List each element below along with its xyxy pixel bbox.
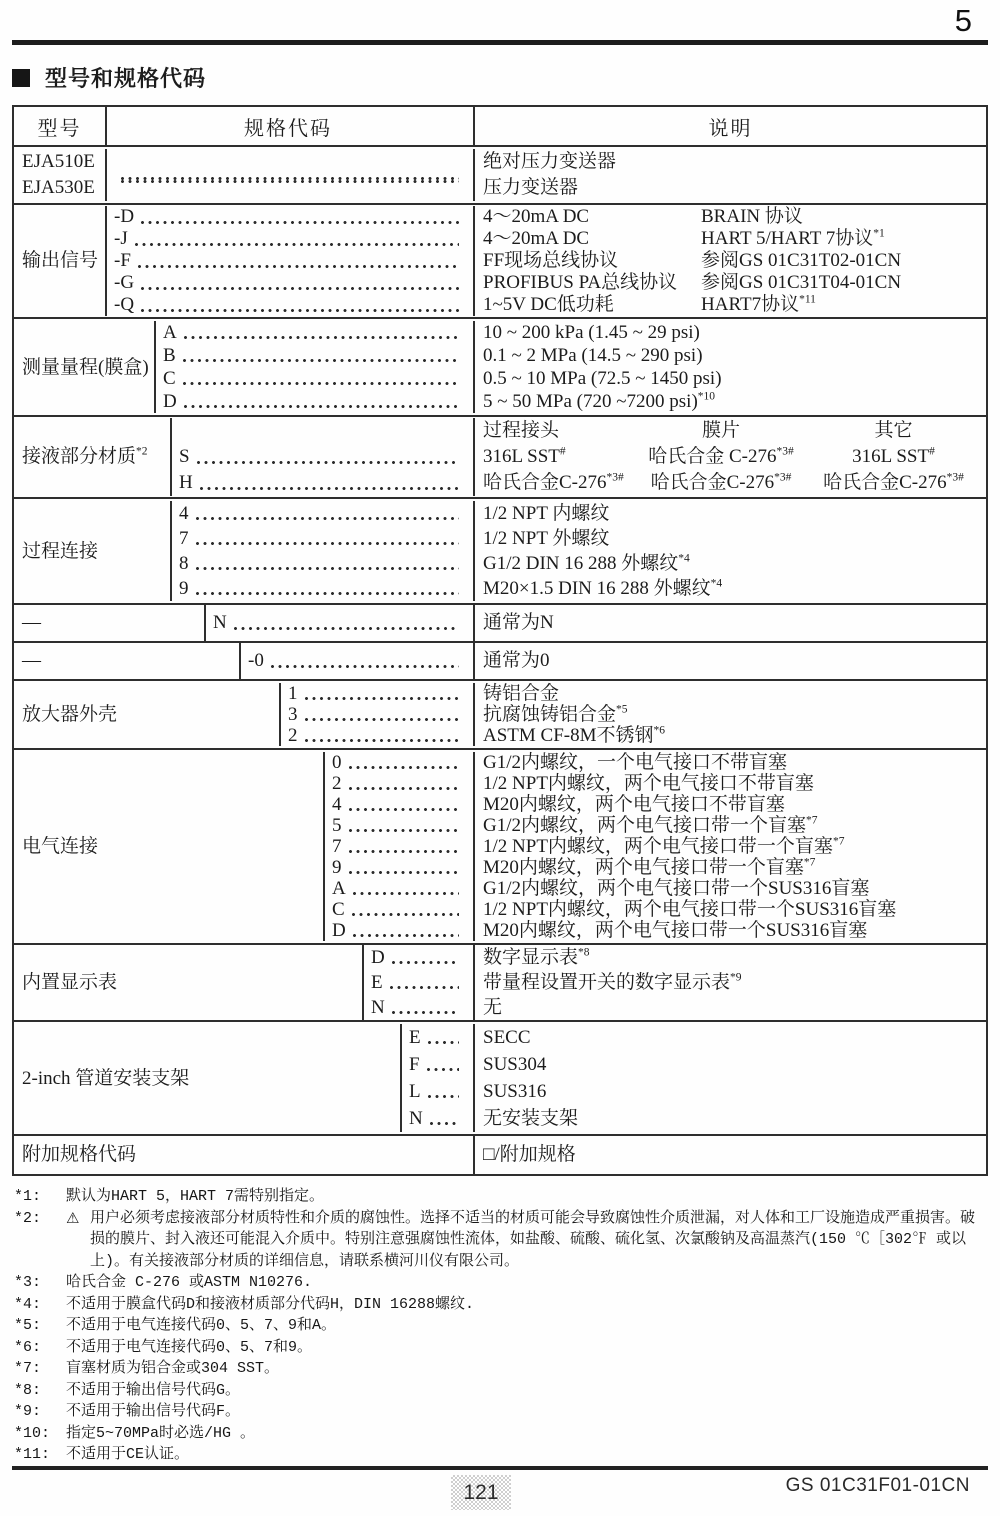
footnotes bbox=[14, 1186, 986, 1489]
code: -0 bbox=[248, 650, 264, 671]
dotted-leader bbox=[428, 1095, 459, 1098]
col-header-spec-code: 规格代码 bbox=[244, 117, 332, 140]
description-line: 通常为0 bbox=[483, 650, 550, 671]
dotted-leader bbox=[121, 180, 459, 183]
page-number-bottom: 121 bbox=[451, 1475, 511, 1510]
code: C bbox=[163, 368, 176, 389]
code: 4 bbox=[332, 794, 342, 815]
footnote-text: 不适用于电气连接代码0、5、7和9。 bbox=[66, 1338, 313, 1356]
description-list bbox=[473, 752, 986, 941]
description-line: 带量程设置开关的数字显示表$^{*9}$ bbox=[483, 971, 742, 993]
code: L bbox=[409, 1081, 421, 1102]
description-list bbox=[473, 321, 986, 413]
description-list bbox=[473, 683, 986, 746]
section-heading bbox=[12, 62, 988, 93]
code: 7 bbox=[179, 528, 189, 549]
row-output-signal bbox=[14, 203, 986, 317]
spec-table bbox=[12, 105, 988, 1176]
row-mounting-bracket bbox=[14, 1020, 986, 1134]
code-list bbox=[206, 605, 473, 641]
description-line: 1/2 NPT 内螺纹 bbox=[483, 503, 610, 524]
footnote-marker: *1: bbox=[14, 1188, 42, 1205]
footnote-text: 哈氏合金 C-276 或ASTM N10276. bbox=[66, 1274, 313, 1291]
dotted-leader bbox=[430, 1122, 459, 1125]
material-column-headers: 过程接头 膜片 其它 bbox=[483, 420, 913, 441]
description-list bbox=[473, 1024, 986, 1132]
dotted-leader bbox=[349, 871, 460, 874]
footnote-text: 不适用于电气连接代码0、5、7、9和A。 bbox=[66, 1317, 337, 1334]
code: -G bbox=[114, 272, 135, 293]
description-list bbox=[473, 501, 986, 601]
dotted-leader bbox=[349, 766, 460, 769]
document-number: GS 01C31F01-01CN bbox=[785, 1475, 970, 1496]
dotted-leader bbox=[349, 829, 460, 832]
top-rule bbox=[12, 40, 988, 45]
description-line: G1/2 DIN 16 288 外螺纹$^{*4}$ bbox=[483, 552, 690, 574]
description-line: G1/2内螺纹，两个电气接口带一个SUS316盲塞 bbox=[483, 878, 870, 899]
row-label: 接液部分材质$^{*2}$ bbox=[14, 418, 172, 496]
description-line: 通常为N bbox=[483, 612, 554, 633]
dotted-leader bbox=[305, 718, 460, 721]
code: 2 bbox=[288, 725, 298, 746]
superscript-note-ref: *7 bbox=[806, 814, 818, 827]
section-title: 型号和规格代码 bbox=[45, 66, 207, 91]
description-list bbox=[473, 206, 986, 316]
code: H bbox=[179, 472, 193, 493]
footnote-text: 用户必须考虑接液部分材质特性和介质的腐蚀性。选择不适当的材质可能会导致腐蚀性介质泄漏，对人体和工厂设施造成严重损害。破损的膜片、封入液还可能混入介质中。特别注意强腐蚀性流体，如盐酸、硫酸、硫化氢、次氯酸钠及高温蒸汽(150 ℃［302℉ 或以上)。有关接液部分材质的详细信息，请联系横河川仪有限公司。 bbox=[90, 1209, 976, 1270]
description-line: 4～20mA DC HART 5/HART 7协议$^{*1}$ bbox=[483, 227, 885, 249]
description-line: 无安装支架 bbox=[483, 1108, 579, 1129]
description-list bbox=[473, 1136, 986, 1174]
footnote bbox=[14, 1423, 986, 1445]
description-list bbox=[473, 605, 986, 641]
description-line: 无 bbox=[483, 997, 503, 1018]
description-line: M20内螺纹，两个电气接口带一个SUS316盲塞 bbox=[483, 920, 868, 941]
dotted-leader bbox=[184, 336, 459, 339]
code-list bbox=[107, 206, 473, 316]
footnote-marker: *7: bbox=[14, 1360, 42, 1377]
code: 2 bbox=[332, 773, 342, 794]
code: E bbox=[409, 1027, 421, 1048]
description-list bbox=[473, 418, 986, 496]
superscript-note-ref: *4 bbox=[678, 552, 690, 565]
code: D bbox=[371, 947, 385, 968]
footnote-marker: *4: bbox=[14, 1295, 42, 1313]
row-measuring-span bbox=[14, 317, 986, 415]
footnote-text: 不适用于输出信号代码F。 bbox=[66, 1403, 241, 1420]
row-label: 过程连接 bbox=[14, 501, 172, 601]
model-leaders bbox=[107, 149, 473, 201]
code: 3 bbox=[288, 704, 298, 725]
code: A bbox=[332, 878, 346, 899]
description-list bbox=[473, 643, 986, 679]
code: D bbox=[163, 391, 177, 412]
bottom-rule bbox=[12, 1466, 988, 1470]
footnote-marker: *11: bbox=[14, 1446, 51, 1463]
model-names bbox=[14, 149, 107, 201]
footnote bbox=[14, 1358, 986, 1380]
footnote-marker: *5: bbox=[14, 1317, 42, 1334]
description-line: 1/2 NPT内螺纹，两个电气接口不带盲塞 bbox=[483, 773, 814, 794]
description-line: M20内螺纹，两个电气接口不带盲塞 bbox=[483, 794, 785, 815]
dotted-leader bbox=[135, 243, 459, 246]
footnote bbox=[14, 1208, 986, 1273]
dotted-leader bbox=[427, 1068, 459, 1071]
code: -J bbox=[114, 228, 128, 249]
row-label: — bbox=[14, 643, 241, 679]
description-list bbox=[473, 945, 986, 1020]
description-line: 1~5V DC低功耗 HART7协议$^{*11}$ bbox=[483, 293, 816, 315]
code: D bbox=[332, 920, 346, 941]
dotted-leader bbox=[392, 961, 459, 964]
row-label: 放大器外壳 bbox=[14, 683, 281, 746]
dotted-leader bbox=[141, 221, 459, 224]
code: N bbox=[409, 1108, 423, 1129]
row-label: 附加规格代码 bbox=[22, 1144, 137, 1165]
code: -F bbox=[114, 250, 131, 271]
dotted-leader bbox=[196, 592, 460, 595]
description-line: 1/2 NPT内螺纹，两个电气接口带一个盲塞$^{*7}$ bbox=[483, 835, 845, 857]
row-process-connection bbox=[14, 497, 986, 603]
description-line: ASTM CF-8M不锈钢$^{*6}$ bbox=[483, 724, 665, 746]
code: C bbox=[332, 899, 345, 920]
description-line: SECC bbox=[483, 1027, 531, 1048]
row-label: 2-inch 管道安装支架 bbox=[14, 1024, 402, 1132]
code: 4 bbox=[179, 503, 189, 524]
description-line: 铸铝合金 bbox=[483, 683, 560, 704]
footnote-marker: *9: bbox=[14, 1403, 42, 1420]
footnote bbox=[14, 1294, 986, 1316]
superscript-note-ref: *11 bbox=[799, 293, 816, 306]
code: -D bbox=[114, 206, 135, 227]
dotted-leader bbox=[390, 986, 459, 989]
code-list bbox=[172, 501, 473, 601]
code: 5 bbox=[332, 815, 342, 836]
footnote bbox=[14, 1401, 986, 1423]
superscript-note-ref: *1 bbox=[873, 227, 885, 240]
code: 9 bbox=[332, 857, 342, 878]
footnote bbox=[14, 1186, 986, 1208]
code-list bbox=[156, 321, 473, 413]
page-number-top: 5 bbox=[954, 3, 972, 38]
description-line: SUS304 bbox=[483, 1054, 547, 1075]
row-electrical-connection bbox=[14, 748, 986, 943]
superscript-note-ref: *10 bbox=[697, 390, 716, 403]
description-line: 抗腐蚀铸铝合金$^{*5}$ bbox=[483, 703, 628, 725]
dotted-leader bbox=[353, 892, 459, 895]
description-line: G1/2内螺纹，一个电气接口不带盲塞 bbox=[483, 752, 788, 773]
footnote-text: 不适用于CE认证。 bbox=[66, 1446, 190, 1463]
row-optional-codes bbox=[14, 1134, 986, 1174]
code: 8 bbox=[179, 553, 189, 574]
description-line: 0.5 ~ 10 MPa (72.5 ~ 1450 psi) bbox=[483, 368, 722, 389]
description-line: 1/2 NPT 外螺纹 bbox=[483, 528, 610, 549]
dotted-leader bbox=[392, 1011, 459, 1014]
code: S bbox=[179, 446, 190, 467]
dotted-leader bbox=[196, 517, 460, 520]
code: 9 bbox=[179, 578, 189, 599]
footnote-text: 默认为HART 5，HART 7需特别指定。 bbox=[66, 1188, 325, 1205]
footnote-text: 盲塞材质为铝合金或304 SST。 bbox=[66, 1360, 280, 1377]
code: 0 bbox=[332, 752, 342, 773]
footnote-text: 不适用于膜盒代码D和接液材质部分代码H，DIN 16288螺纹. bbox=[66, 1295, 475, 1313]
description-line: M20内螺纹，两个电气接口带一个盲塞$^{*7}$ bbox=[483, 856, 816, 878]
dotted-leader bbox=[428, 1041, 459, 1044]
superscript-note-ref: *2 bbox=[136, 445, 148, 458]
superscript-note-ref: *3# bbox=[774, 471, 792, 484]
footnote-marker: *2: bbox=[14, 1209, 42, 1227]
dotted-leader bbox=[200, 487, 459, 490]
dotted-leader bbox=[197, 461, 459, 464]
dotted-leader bbox=[349, 787, 460, 790]
warning-icon: ⚠ bbox=[66, 1208, 80, 1227]
superscript-note-ref: *4 bbox=[710, 577, 723, 590]
footnote bbox=[14, 1337, 986, 1359]
code: F bbox=[409, 1054, 420, 1075]
dotted-leader bbox=[234, 627, 459, 630]
section-square-icon bbox=[12, 69, 30, 87]
col-header-model: 型号 bbox=[14, 107, 107, 145]
superscript-note-ref: *3# bbox=[776, 445, 794, 458]
dotted-leader bbox=[184, 405, 459, 408]
superscript-note-ref: *6 bbox=[653, 724, 665, 737]
dotted-leader bbox=[183, 382, 459, 385]
row-dash-0 bbox=[14, 641, 986, 679]
footnote-marker: *3: bbox=[14, 1274, 42, 1291]
footnote-text: 指定5~70MPa时必选/HG 。 bbox=[66, 1424, 256, 1442]
footnote bbox=[14, 1315, 986, 1337]
description-line: □/附加规格 bbox=[483, 1144, 576, 1165]
code-list bbox=[241, 643, 473, 679]
description-line: 绝对压力变送器 bbox=[483, 151, 617, 172]
col-header-description: 说明 bbox=[473, 107, 986, 145]
footnote-text: 不适用于输出信号代码G。 bbox=[66, 1381, 241, 1399]
code-list bbox=[281, 683, 473, 746]
code-list bbox=[172, 418, 473, 496]
dotted-leader bbox=[353, 934, 459, 937]
superscript-note-ref: *8 bbox=[578, 946, 590, 959]
superscript-note-ref: # bbox=[929, 445, 935, 458]
dotted-leader bbox=[305, 697, 460, 700]
footnote bbox=[14, 1380, 986, 1402]
superscript-note-ref: *7 bbox=[832, 835, 845, 848]
code: B bbox=[163, 345, 176, 366]
superscript-note-ref: # bbox=[559, 445, 566, 458]
code-list bbox=[325, 752, 473, 941]
table-header-row bbox=[14, 107, 986, 145]
superscript-note-ref: *3# bbox=[946, 471, 964, 484]
dotted-leader bbox=[271, 665, 459, 668]
footnote-marker: *6: bbox=[14, 1338, 42, 1356]
model-descriptions bbox=[473, 149, 986, 201]
material-row-h: 哈氏合金$C-276^{*3\#}$ 哈氏合金$C-276^{*3\#}$ 哈氏合金$C-276^{*3\#}$ bbox=[483, 471, 964, 493]
dotted-leader bbox=[349, 808, 460, 811]
row-label: 测量量程(膜盒) bbox=[14, 321, 156, 413]
dotted-leader bbox=[196, 567, 460, 570]
footnote bbox=[14, 1272, 986, 1294]
model-name: EJA530E bbox=[22, 177, 95, 198]
code: N bbox=[371, 997, 385, 1018]
footnote bbox=[14, 1444, 986, 1466]
code-list bbox=[364, 945, 473, 1020]
footnote-marker: *8: bbox=[14, 1381, 42, 1399]
description-line: 5 ~ 50 MPa (720 ~7200 psi)$^{*10}$ bbox=[483, 390, 716, 412]
dotted-leader bbox=[305, 739, 460, 742]
dotted-leader bbox=[183, 359, 459, 362]
superscript-note-ref: *7 bbox=[803, 856, 816, 869]
material-row-s: 316L SST# 哈氏合金 $C-276^{*3\#}$ 316L SST# bbox=[483, 445, 935, 467]
page-footer bbox=[0, 1466, 1000, 1516]
description-line: G1/2内螺纹，两个电气接口带一个盲塞$^{*7}$ bbox=[483, 814, 818, 836]
superscript-note-ref: *9 bbox=[730, 971, 742, 984]
description-line: PROFIBUS PA总线协议 参阅GS 01C31T04-01CN bbox=[483, 272, 902, 293]
dotted-leader bbox=[141, 309, 459, 312]
description-line: SUS316 bbox=[483, 1081, 547, 1102]
description-line: 数字显示表$^{*8}$ bbox=[483, 946, 590, 968]
row-dash-n bbox=[14, 603, 986, 641]
code-list bbox=[402, 1024, 473, 1132]
row-label: 输出信号 bbox=[14, 206, 107, 316]
superscript-note-ref: *5 bbox=[616, 703, 628, 716]
dotted-leader bbox=[138, 265, 459, 268]
description-line: M20×1.5 DIN 16 288 外螺纹$^{*4}$ bbox=[483, 577, 723, 599]
code: E bbox=[371, 972, 383, 993]
code: 1 bbox=[288, 683, 298, 704]
description-line: 10 ~ 200 kPa (1.45 ~ 29 psi) bbox=[483, 322, 700, 343]
row-label: — bbox=[14, 605, 206, 641]
footnote-marker: *10: bbox=[14, 1424, 51, 1442]
code: A bbox=[163, 322, 177, 343]
code: 7 bbox=[332, 836, 342, 857]
row-amplifier-housing bbox=[14, 679, 986, 748]
row-integral-indicator bbox=[14, 943, 986, 1020]
dotted-leader bbox=[352, 913, 459, 916]
dotted-leader bbox=[141, 287, 459, 290]
row-label: 电气连接 bbox=[14, 752, 325, 941]
description-line: 压力变送器 bbox=[483, 177, 579, 198]
superscript-note-ref: *3# bbox=[606, 471, 624, 484]
row-label: 内置显示表 bbox=[14, 945, 364, 1020]
model-name: EJA510E bbox=[22, 151, 95, 172]
row-models bbox=[14, 145, 986, 203]
description-line: 0.1 ~ 2 MPa (14.5 ~ 290 psi) bbox=[483, 345, 703, 366]
description-line: FF现场总线协议 参阅GS 01C31T02-01CN bbox=[483, 250, 902, 271]
code: N bbox=[213, 612, 227, 633]
description-line: 1/2 NPT内螺纹，两个电气接口带一个SUS316盲塞 bbox=[483, 899, 897, 920]
code: -Q bbox=[114, 294, 135, 315]
description-line: 4～20mA DC BRAIN 协议 bbox=[483, 206, 803, 227]
dotted-leader bbox=[349, 850, 460, 853]
row-wetted-parts bbox=[14, 415, 986, 497]
dotted-leader bbox=[196, 542, 460, 545]
